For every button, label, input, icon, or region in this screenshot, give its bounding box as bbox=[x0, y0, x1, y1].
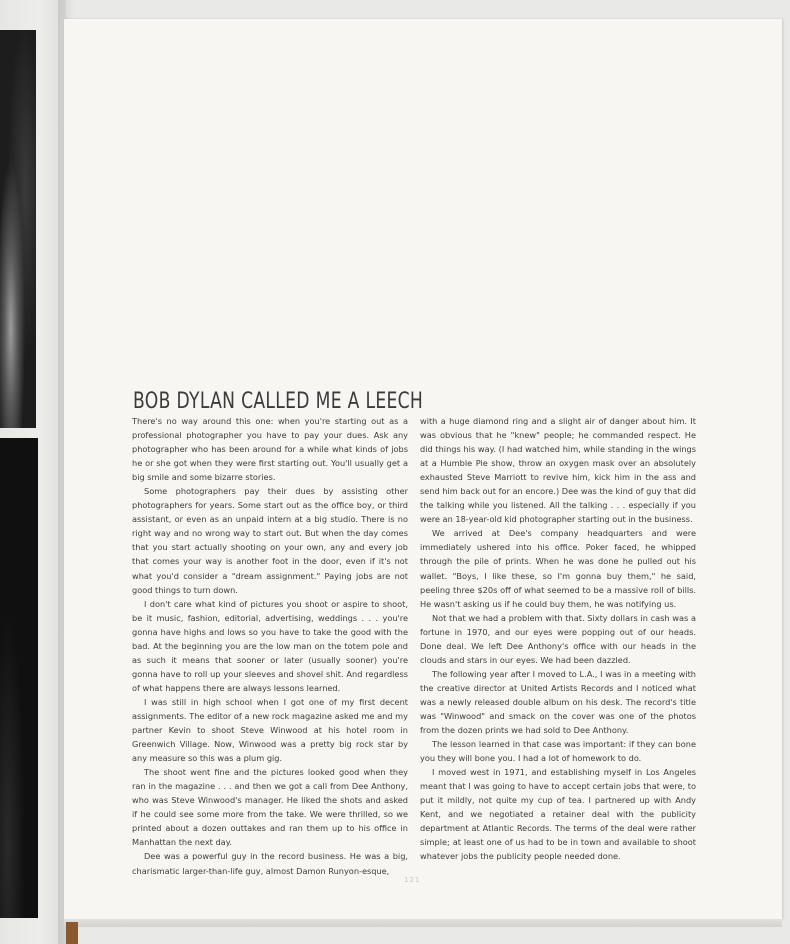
paragraph: Dee was a powerful guy in the record business. He was a big, charismatic larger-than-life guy, almost Damon Runyon-esque, bbox=[132, 851, 408, 876]
paragraph: We arrived at Dee's company headquarters and were immediately ushered into his office. Poker faced, he whipped through the pile of prints. When he was done he pulled out his wallet. "Boys, I like these, so I'm gonna buy them," he said, peeling three $20s off of what seemed to be a massive roll of bills. He wasn't asking us if he could buy them, he was notifying us. bbox=[420, 528, 696, 609]
paragraph: I was still in high school when I got one of my first decent assignments. The editor of a new rock magazine asked me and my partner Kevin to shoot Steve Winwood at his hotel room in Greenwich Village. Now, Winwood was a pretty big rock star by any measure so this was a plum gig. bbox=[132, 696, 408, 764]
facing-page-photo-bottom bbox=[0, 438, 38, 918]
text-column-right bbox=[420, 414, 696, 864]
book-cover-edge bbox=[66, 922, 78, 944]
paragraph: Not that we had a problem with that. Sixty dollars in cash was a fortune in 1970, and our eyes were popping out of our heads. Done deal. We left Dee Anthony's office with our heads in the clouds and stars in our eyes. We had been dazzled. bbox=[420, 612, 696, 665]
paragraph: I don't care what kind of pictures you shoot or aspire to shoot, be it music, fashion, editorial, advertising, weddings . . . you're gonna have highs and lows so you have to take the good with the bad. At the beginning you are the low man on the totem pole and as such it means that sooner or later (usually sooner) you're gonna have to roll up your sleeves and shovel shit. And regardless of what happens there are always lessons learned. bbox=[132, 598, 408, 693]
facing-page-photo-top bbox=[0, 30, 36, 428]
text-column-left bbox=[132, 414, 408, 878]
paragraph: The following year after I moved to L.A., I was in a meeting with the creative director at United Artists Records and I noticed what was a newly released double album on his desk. The record's title was "Winwood" and smack on the cover was one of the photos from the dozen prints we had sold to Dee Anthony. bbox=[420, 668, 696, 736]
paragraph: with a huge diamond ring and a slight air of danger about him. It was obvious that he "knew" people; he commanded respect. He did things his way. (I had watched him, while standing in the wings at a Humble Pie show, throw an oxygen mask over an absolutely exhausted Steve Marriott to revive him, kick him in the ass and send him back out for an encore.) Dee was the kind of guy that did the talking while you listened. All the talking . . . especially if you were an 18-year-old kid photographer starting out in the business. bbox=[420, 416, 696, 525]
facing-page bbox=[0, 0, 66, 944]
page-edge bbox=[64, 919, 782, 927]
paragraph: I moved west in 1971, and establishing myself in Los Angeles meant that I was going to have to accept certain jobs that were, to put it mildly, not quite my cup of tea. I partnered up with Andy Kent, and we negotiated a retainer deal with the publicity department at Atlantic Records. The terms of the deal were rather simple; at least one of us had to be in town and available to shoot whatever jobs the publicity people needed done. bbox=[420, 767, 696, 862]
article-title: BOB DYLAN CALLED ME A LEECH bbox=[133, 389, 424, 414]
paragraph: The shoot went fine and the pictures looked good when they ran in the magazine . . . and then we got a call from Dee Anthony, who was Steve Winwood's manager. He liked the shots and asked if he could see some more from the take. We were thrilled, so we printed about a dozen outtakes and ran them up to his office in Manhattan the next day. bbox=[132, 767, 408, 848]
paragraph: Some photographers pay their dues by assisting other photographers for years. Some start out as the office boy, or third assistant, or even as an unpaid intern at a big studio. There is no right way and no wrong way to start out. But when the day comes that you start actually shooting on your own, any and every job that comes your way is another foot in the door, even if it's not what you'd consider a "dream assignment." Paying jobs are not good things to turn down. bbox=[132, 486, 408, 595]
paragraph: There's no way around this one: when you're starting out as a professional photographer you have to pay your dues. Ask any photographer who has been around for a while what kinds of jobs he or she got when they were first starting out. You'll usually get a big smile and some bizarre stories. bbox=[132, 416, 408, 483]
paragraph: The lesson learned in that case was important: if they can bone you they will bone you. I had a lot of homework to do. bbox=[420, 739, 696, 764]
page-number: 121 bbox=[404, 876, 421, 884]
